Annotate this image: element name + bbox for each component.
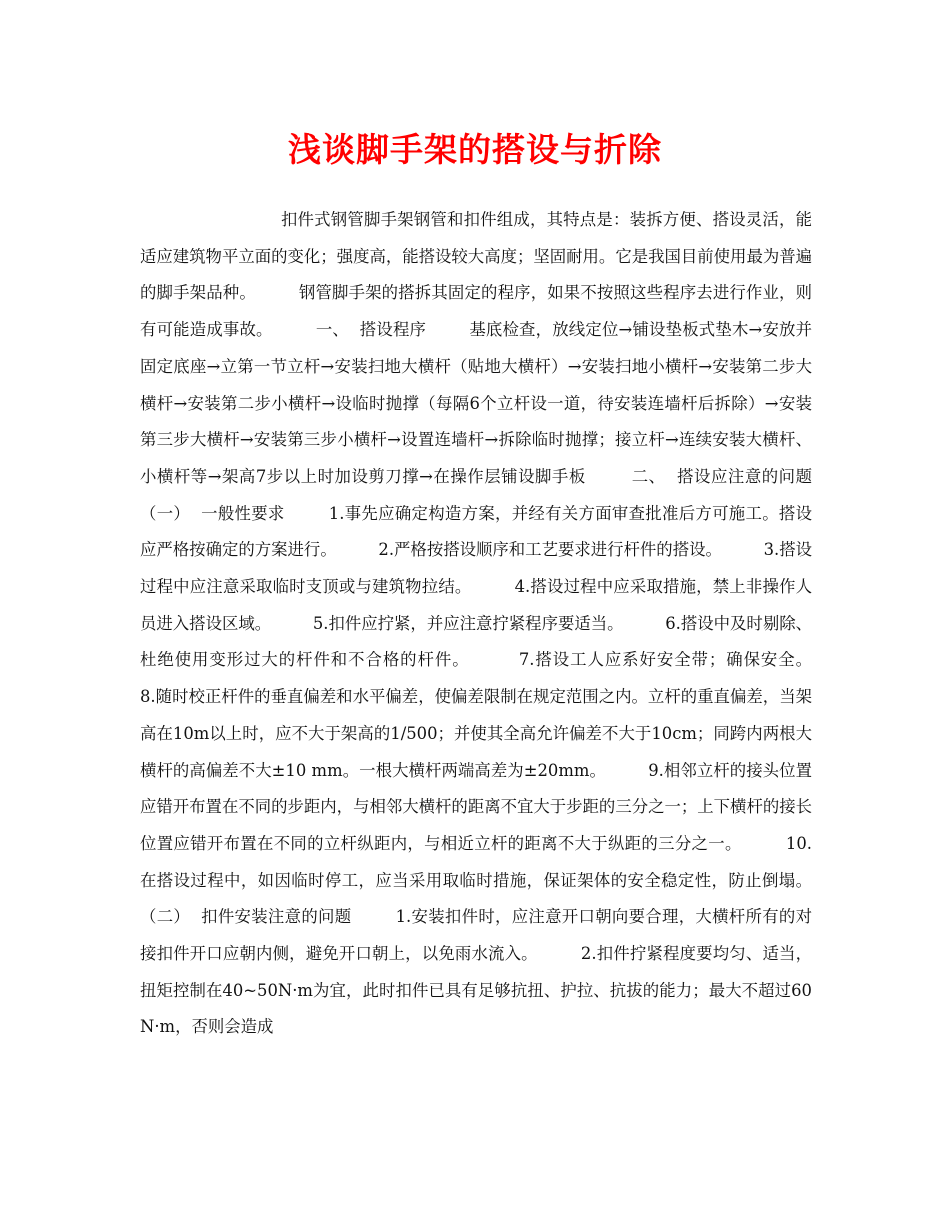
document-title: 浅谈脚手架的搭设与折除 xyxy=(288,130,662,169)
document-body: 扣件式钢管脚手架钢管和扣件组成，其特点是：装拆方便、搭设灵活，能适应建筑物平立面的变化；强度高，能搭设较大高度；坚固耐用。它是我国目前使用最为普遍的脚手架品种。 钢管脚手架的搭拆其固定的程序，如果不按照这些程序去进行作业，则有可能造成事故。 一、 搭设程序 基底检查，放线定位→铺设垫板式垫木→安放并固定底座→立第一节立杆→安装扫地大横杆（贴地大横杆）→安装扫地小横杆→安装第二步大横杆→安装第二步小横杆→设临时抛撑（每隔6个立杆设一道，待安装连墙杆后拆除）→安装第三步大横杆→安装第三步小横杆→设置连墙杆→拆除临时抛撑；接立杆→连续安装大横杆、小横杆等→架高7步以上时加设剪刀撑→在操作层铺设脚手板 二、 搭设应注意的问题 （一） 一般性要求 1.事先应确定构造方案，并经有关方面审查批准后方可施工。搭设应严格按确定的方案进行。 2.严格按搭设顺序和工艺要求进行杆件的搭设。 3.搭设过程中应注意采取临时支顶或与建筑物拉结。 4.搭设过程中应采取措施，禁上非操作人员进入搭设区域。 5.扣件应拧紧，并应注意拧紧程序要适当。 6.搭设中及时剔除、杜绝使用变形过大的杆件和不合格的杆件。 7.搭设工人应系好安全带；确保安全。 8.随时校正杆件的垂直偏差和水平偏差，使偏差限制在规定范围之内。立杆的重直偏差，当架高在10m以上时，应不大于架高的1/500；并使其全高允许偏差不大于10cm；同跨内两根大横杆的高偏差不大±10 mm。一根大横杆两端高差为±20mm。 9.相邻立杆的接头位置应错开布置在不同的步距内，与相邻大横杆的距离不宜大于步距的三分之一；上下横杆的接长位置应错开布置在不同的立杆纵距内，与相近立杆的距离不大于纵距的三分之一。 10.在搭设过程中，如因临时停工，应当采用取临时措施，保证架体的安全稳定性，防止倒塌。 （二） 扣件安装注意的问题 1.安装扣件时，应注意开口朝向要合理，大横杆所有的对接扣件开口应朝内侧，避免开口朝上，以免雨水流入。 2.扣件拧紧程度要均匀、适当，扭矩控制在40~50N·m为宜，此时扣件已具有足够抗扭、护拉、抗拔的能力；最大不超过60N·m，否则会造成 xyxy=(140,210,854,1037)
